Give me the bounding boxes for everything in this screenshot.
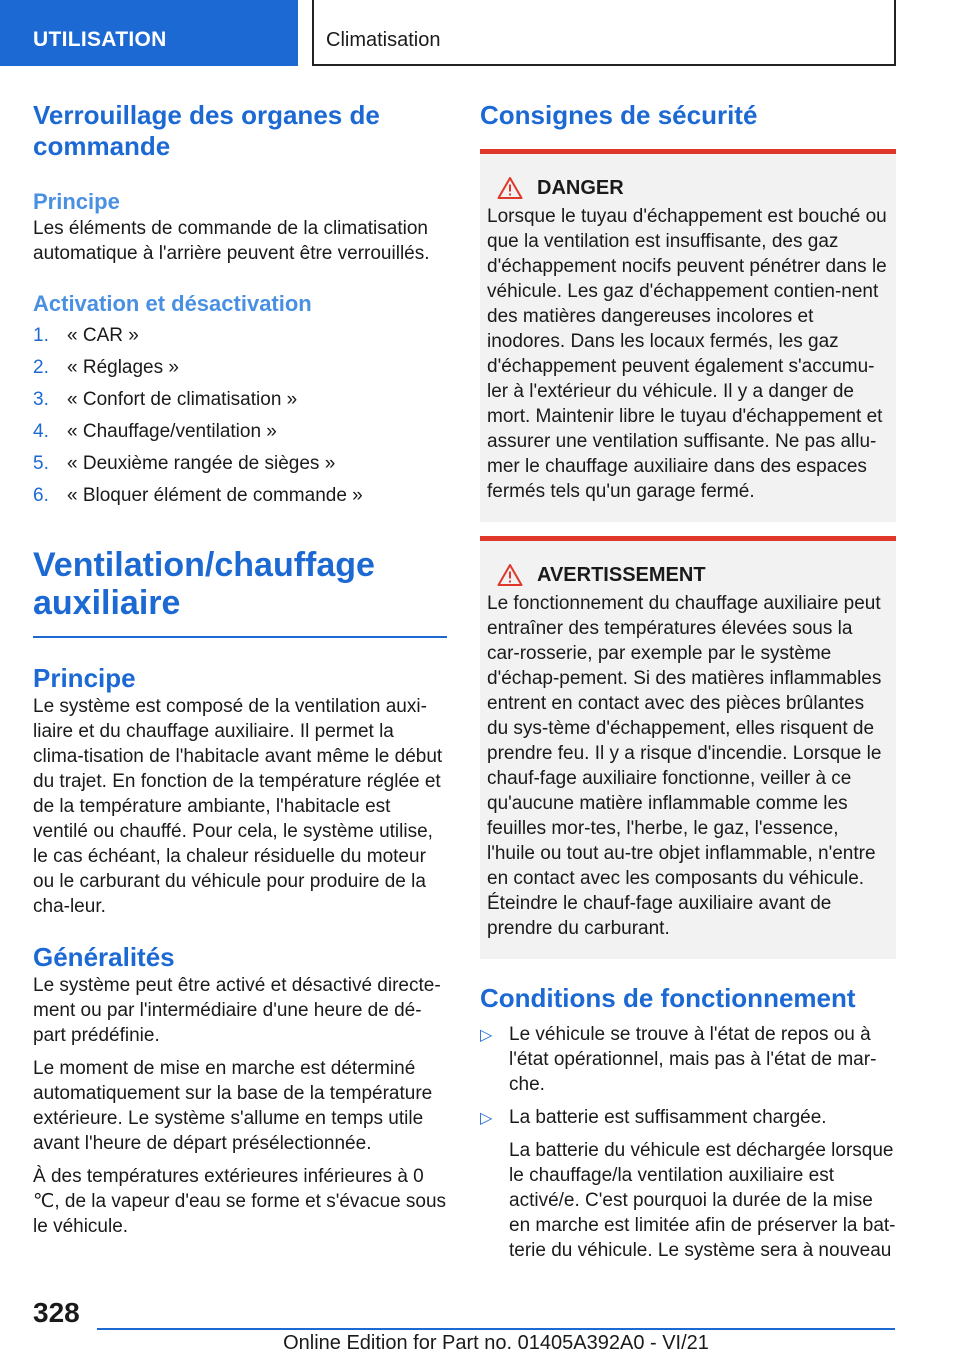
page-number: 328 bbox=[33, 1297, 80, 1328]
condition-text: La batterie est suffisamment chargée. bbox=[509, 1107, 827, 1128]
list-item bbox=[480, 1022, 896, 1097]
step-text: « Deuxième rangée de sièges » bbox=[67, 453, 336, 474]
danger-box bbox=[480, 149, 896, 522]
paragraph-generalites-2: Le moment de mise en marche est déterminé automatiquement sur la base de la température extérieure. Le système s'allume en temps utile avant l'heure de départ présélectionnée. bbox=[33, 1058, 433, 1154]
paragraph-generalites-1: Le système peut être activé et désactivé directe-ment ou par l'intermédiaire d'une heure de dé-part prédéfinie. bbox=[33, 975, 441, 1046]
step-number: 1. bbox=[33, 325, 49, 346]
activation-steps bbox=[33, 324, 447, 516]
step-number: 6. bbox=[33, 485, 49, 506]
triangle-bullet-icon: ▷ bbox=[480, 1027, 493, 1044]
warning-triangle-icon bbox=[497, 563, 523, 587]
left-column bbox=[33, 100, 447, 1239]
step-text: « Confort de climatisation » bbox=[67, 389, 298, 410]
heading-lock: Verrouillage des organes de commande bbox=[33, 100, 380, 161]
warning-triangle-icon bbox=[497, 176, 523, 200]
list-item bbox=[480, 1105, 896, 1130]
condition-text: Le véhicule se trouve à l'état de repos ou à l'état opérationnel, mais pas à l'état de mar-che. bbox=[509, 1024, 877, 1095]
danger-title-row bbox=[487, 176, 888, 200]
heading-principe-1: Principe bbox=[33, 189, 120, 214]
section-label: UTILISATION bbox=[33, 28, 167, 51]
list-item bbox=[33, 356, 447, 388]
edition-text: Online Edition for Part no. 01405A392A0 - VI/21 bbox=[283, 1332, 709, 1354]
danger-title: DANGER bbox=[537, 176, 624, 199]
footer-rule bbox=[97, 1328, 895, 1330]
paragraph-generalites-3: À des températures extérieures inférieures à 0 ℃, de la vapeur d'eau se forme et s'évacue sous le véhicule. bbox=[33, 1166, 447, 1237]
paragraph-principe-2: Le système est composé de la ventilation auxi-liaire et du chauffage auxiliaire. Il permet la clima-tisation de l'habitacle avant même le début du trajet. En fonction de la température réglée et de la température ambiante, l'habitacle est ventilé ou chauffé. Pour cela, le système utilise, le cas échéant, la chaleur résiduelle du moteur ou le carburant du véhicule pour produire de la cha-leur. bbox=[33, 696, 443, 917]
heading-conditions: Conditions de fonctionnement bbox=[480, 983, 856, 1013]
heading-activation: Activation et désactivation bbox=[33, 291, 312, 316]
warning-text: Le fonctionnement du chauffage auxiliaire peut entraîner des températures élevées sous la car-rosserie, par exemple par le système d'échap-pement. Si des matières inflammables entrent en contact avec des pièces brûlantes du sys-tème d'échappement, elles risquent de prendre feu. Il y a risque d'incendie. Lorsque le chauf-fage auxiliaire fonctionne, veiller à ce qu'aucune matière inflammable comme les feuilles mor-tes, l'herbe, le gaz, l'essence, l'huile ou tout au-tre objet inflammable, n'entre en contact avec les composants du véhicule. Éteindre le chauf-fage auxiliaire avant de prendre du carburant. bbox=[487, 593, 882, 939]
right-column bbox=[480, 100, 896, 1263]
paragraph-principe-1: Les éléments de commande de la climatisation automatique à l'arrière peuvent être verrouillés. bbox=[33, 218, 430, 264]
step-number: 2. bbox=[33, 357, 49, 378]
step-text: « Réglages » bbox=[67, 357, 179, 378]
paragraph-battery: La batterie du véhicule est déchargée lorsque le chauffage/la ventilation auxiliaire est activé/e. C'est pourquoi la durée de la mise en marche est limitée afin de préserver la bat-terie du véhicule. Le système sera à nouveau bbox=[509, 1140, 896, 1261]
chapter-label: Climatisation bbox=[326, 29, 441, 51]
heading-rule bbox=[33, 636, 447, 638]
warning-title: AVERTISSEMENT bbox=[537, 563, 706, 586]
list-item bbox=[33, 324, 447, 356]
warning-box bbox=[480, 536, 896, 959]
triangle-bullet-icon: ▷ bbox=[480, 1110, 493, 1127]
step-number: 3. bbox=[33, 389, 49, 410]
section-tab bbox=[0, 0, 298, 66]
conditions-list bbox=[480, 1022, 896, 1130]
list-item bbox=[33, 484, 447, 516]
step-text: « CAR » bbox=[67, 325, 139, 346]
step-number: 4. bbox=[33, 421, 49, 442]
chapter-tab bbox=[312, 0, 896, 66]
heading-consignes: Consignes de sécurité bbox=[480, 100, 758, 130]
list-item bbox=[33, 420, 447, 452]
heading-ventilation: Ventilation/chauffage auxiliaire bbox=[33, 546, 375, 622]
step-text: « Bloquer élément de commande » bbox=[67, 485, 363, 506]
list-item bbox=[33, 452, 447, 484]
warning-title-row bbox=[487, 563, 888, 587]
heading-generalites: Généralités bbox=[33, 942, 175, 972]
list-item bbox=[33, 388, 447, 420]
step-text: « Chauffage/ventilation » bbox=[67, 421, 277, 442]
heading-principe-2: Principe bbox=[33, 663, 136, 693]
danger-text: Lorsque le tuyau d'échappement est bouché ou que la ventilation est insuffisante, des gaz d'échappement nocifs peuvent pénétrer dans le véhicule. Les gaz d'échappement contien-nent des matières dangereuses incolores et inodores. Dans les locaux fermés, les gaz d'échappement peuvent également s'accumu-ler à l'extérieur du véhicule. Il y a danger de mort. Maintenir libre le tuyau d'échappement et assurer une ventilation suffisante. Ne pas allu-mer le chauffage auxiliaire dans des espaces fermés tels qu'un garage fermé. bbox=[487, 206, 887, 502]
step-number: 5. bbox=[33, 453, 49, 474]
